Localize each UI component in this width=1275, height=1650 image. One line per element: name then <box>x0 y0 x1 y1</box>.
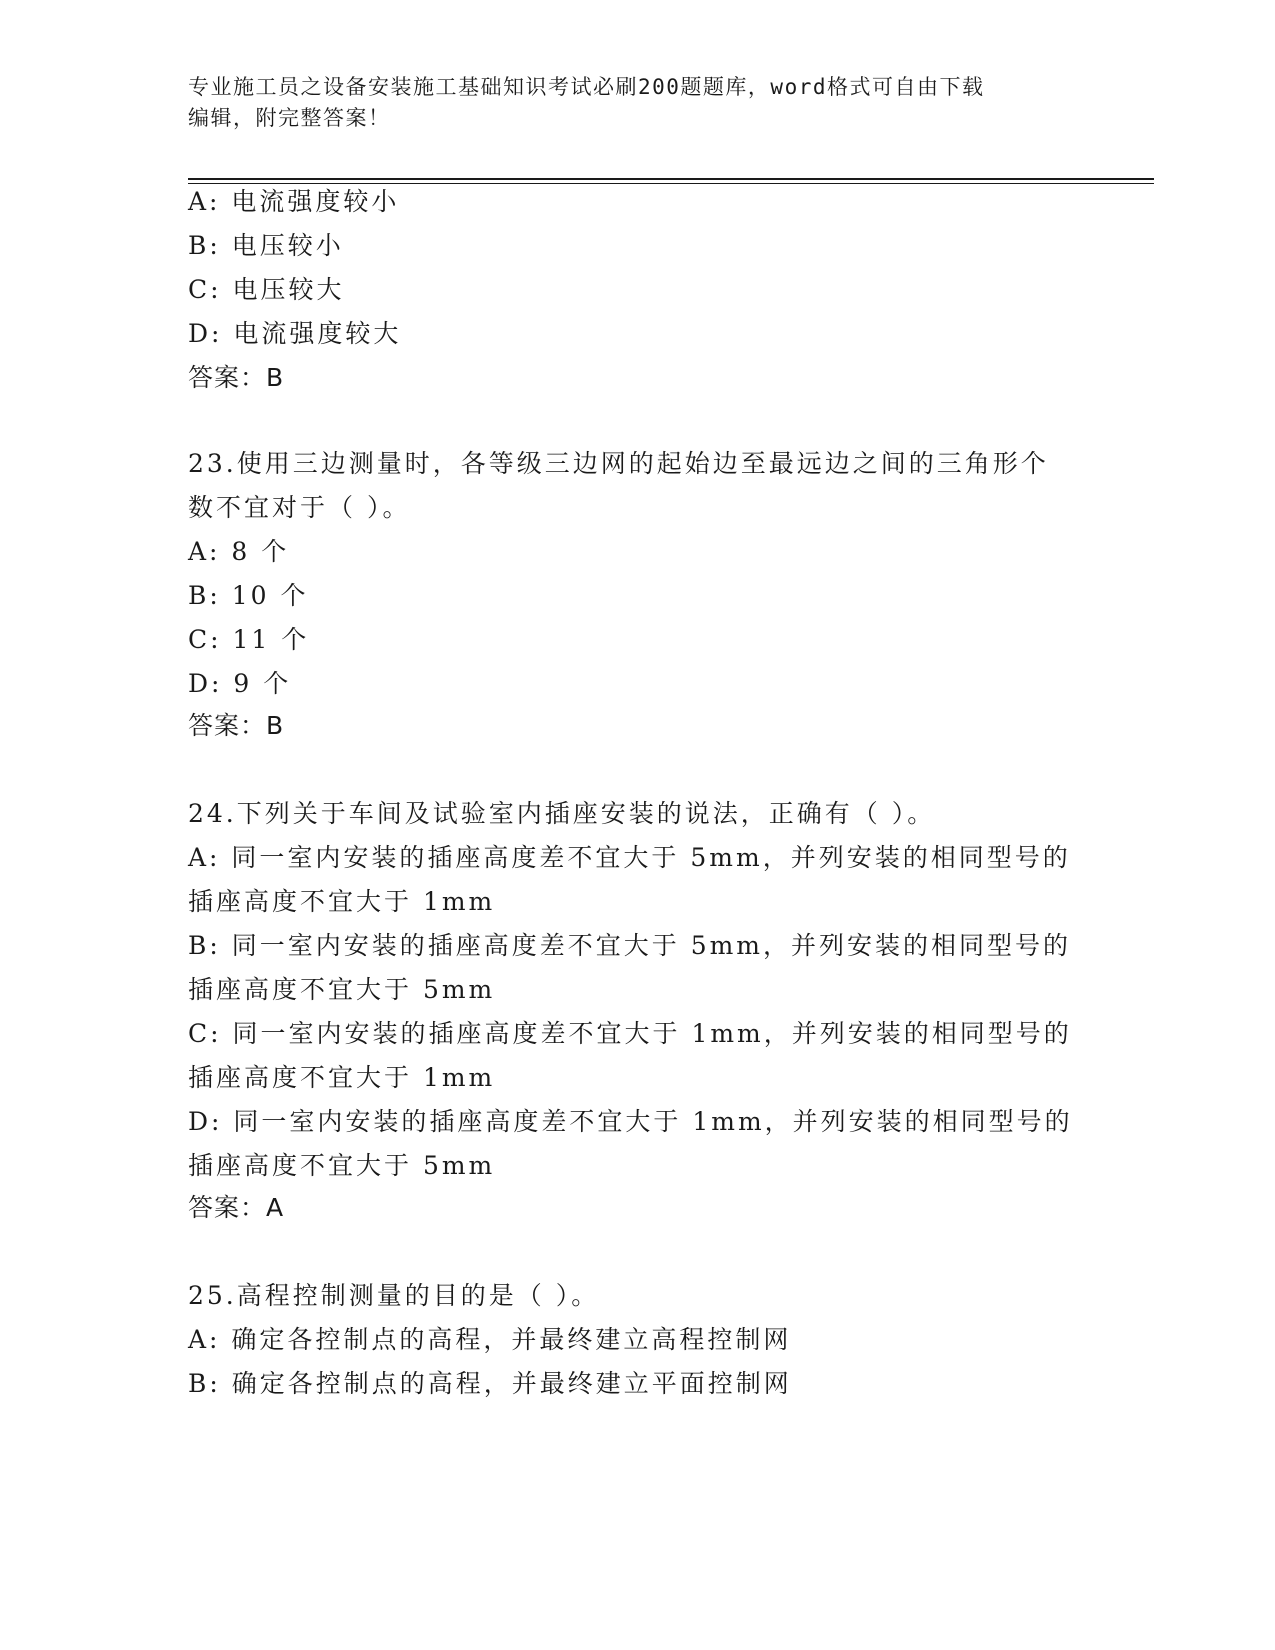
q22-option-c: C: 电压较大 <box>188 275 345 304</box>
document-header <box>188 72 1068 134</box>
q24-option-b-line-2: 插座高度不宜大于 5mm <box>188 975 496 1004</box>
q22-answer: 答案：B <box>188 363 285 392</box>
header-title-line-1: 专业施工员之设备安装施工基础知识考试必刷200题题库，word格式可自由下载 <box>188 75 985 99</box>
q25-option-b: B: 确定各控制点的高程，并最终建立平面控制网 <box>188 1369 792 1398</box>
q24-stem: 24.下列关于车间及试验室内插座安装的说法，正确有（ ）。 <box>188 799 936 828</box>
q24-option-c-line-1: C: 同一室内安装的插座高度差不宜大于 1mm，并列安装的相同型号的 <box>188 1019 1072 1048</box>
header-title-line-2: 编辑，附完整答案！ <box>188 106 391 130</box>
q24-option-c-line-2: 插座高度不宜大于 1mm <box>188 1063 496 1092</box>
q23-option-b: B: 10 个 <box>188 581 309 610</box>
q23-stem-line-2: 数不宜对于（ ）。 <box>188 493 411 522</box>
q23-option-d: D: 9 个 <box>188 669 292 698</box>
q23-answer: 答案：B <box>188 711 285 740</box>
q24-option-d-line-1: D: 同一室内安装的插座高度差不宜大于 1mm，并列安装的相同型号的 <box>188 1107 1073 1136</box>
q24-option-a-line-1: A: 同一室内安装的插座高度差不宜大于 5mm，并列安装的相同型号的 <box>188 843 1071 872</box>
q22-option-b: B: 电压较小 <box>188 231 344 260</box>
q24-option-a-line-2: 插座高度不宜大于 1mm <box>188 887 496 916</box>
q23-option-a: A: 8 个 <box>188 537 290 566</box>
q24-option-d-line-2: 插座高度不宜大于 5mm <box>188 1151 496 1180</box>
q24-answer: 答案：A <box>188 1193 285 1222</box>
q23-option-c: C: 11 个 <box>188 625 310 654</box>
q22-option-a: A: 电流强度较小 <box>188 187 400 216</box>
q23-stem-line-1: 23.使用三边测量时，各等级三边网的起始边至最远边之间的三角形个 <box>188 449 1049 478</box>
q24-option-b-line-1: B: 同一室内安装的插座高度差不宜大于 5mm，并列安装的相同型号的 <box>188 931 1072 960</box>
q22-option-d: D: 电流强度较大 <box>188 319 402 348</box>
q25-stem: 25.高程控制测量的目的是（ ）。 <box>188 1281 600 1310</box>
q25-option-a: A: 确定各控制点的高程，并最终建立高程控制网 <box>188 1325 792 1354</box>
